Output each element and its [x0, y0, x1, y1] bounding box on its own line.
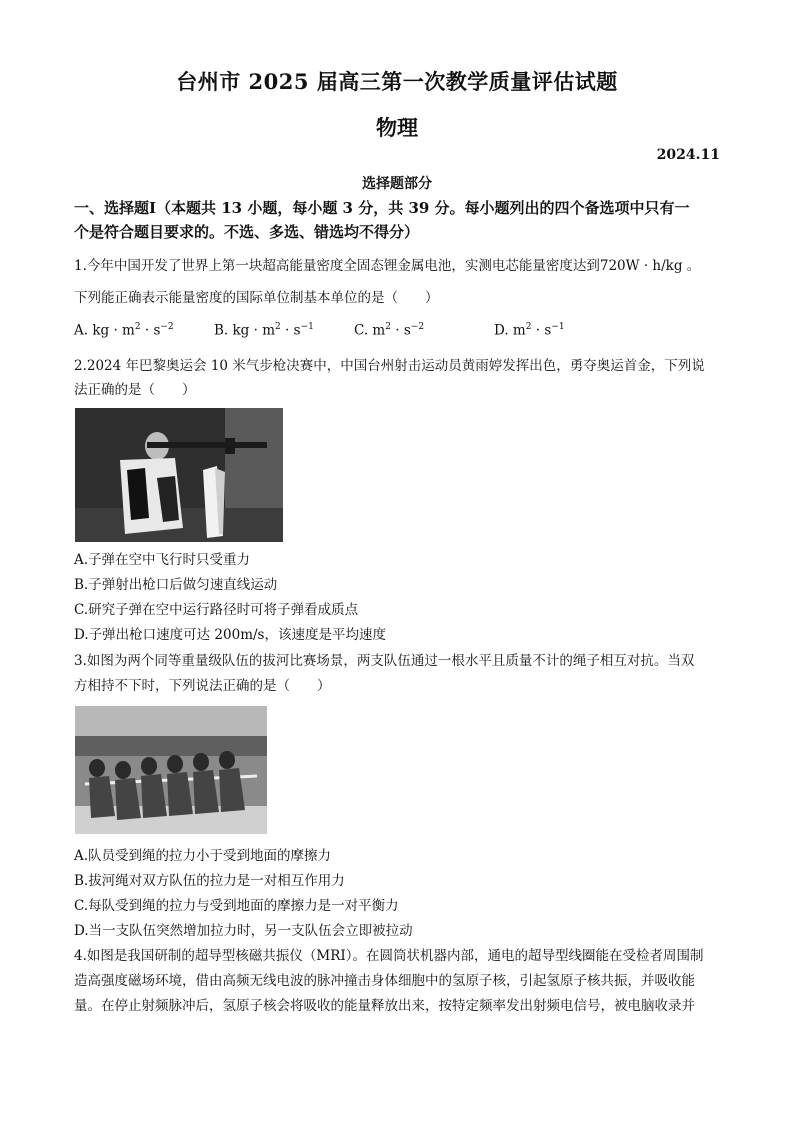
q1-options — [74, 322, 714, 344]
subject-title: 物理 — [376, 115, 418, 140]
q1-option-b: B. kg · $m^2 \cdot s^{-1}$ — [214, 322, 314, 339]
q2-stem-line2: 法正确的是（ ） — [74, 382, 196, 398]
q1-option-d: D. $m^2 \cdot s^{-1}$ — [494, 322, 565, 339]
q3-stem-line1: 3.如图为两个同等重量级队伍的拔河比赛场景，两支队伍通过一根水平且质量不计的绳子相互对抗。当双 — [74, 653, 695, 669]
q1-stem-line2: 下列能正确表示能量密度的国际单位制基本单位的是（ ） — [74, 290, 439, 306]
q1-option-c: C. $m^2 \cdot s^{-2}$ — [354, 322, 425, 339]
q2-option-a: A.子弹在空中飞行时只受重力 — [74, 552, 251, 568]
tug-of-war-illustration — [75, 706, 267, 834]
shooter-illustration — [75, 408, 283, 542]
q2-option-d: D.子弹出枪口速度可达 200m/s，该速度是平均速度 — [74, 627, 386, 643]
q1-stem-line1: 1.今年中国开发了世界上第一块超高能量密度全固态锂金属电池，实测电芯能量密度达到720W · h/kg 。 — [74, 258, 701, 274]
part-heading: 选择题部分 — [362, 176, 432, 192]
tug-of-war-photo — [75, 706, 267, 834]
q2-stem-line1: 2.2024 年巴黎奥运会 10 米气步枪决赛中，中国台州射击运动员黄雨婷发挥出色，勇夺奥运首金，下列说 — [74, 358, 705, 374]
q3-option-b: B.拔河绳对双方队伍的拉力是一对相互作用力 — [74, 873, 345, 889]
q3-option-c: C.每队受到绳的拉力与受到地面的摩擦力是一对平衡力 — [74, 898, 399, 914]
exam-title: 台州市 2025 届高三第一次教学质量评估试题 — [176, 69, 618, 94]
q4-text-line2: 造高强度磁场环境，借由高频无线电波的脉冲撞击身体细胞中的氢原子核，引起氢原子核共振，并吸收能 — [74, 973, 695, 989]
q4-text-line3: 量。在停止射频脉冲后，氢原子核会将吸收的能量释放出来，按特定频率发出射频电信号，被电脑收录并 — [74, 998, 695, 1014]
shooter-photo — [75, 408, 283, 542]
q3-option-d: D.当一支队伍突然增加拉力时，另一支队伍会立即被拉动 — [74, 923, 413, 939]
section-heading-line1: 一、选择题Ⅰ（本题共 13 小题，每小题 3 分，共 39 分。每小题列出的四个备选项中只有一 — [74, 199, 690, 217]
q4-text-line1: 4.如图是我国研制的超导型核磁共振仪（MRI）。在圆筒状机器内部，通电的超导型线圈能在受检者周围制 — [74, 948, 704, 964]
exam-date: 2024.11 — [656, 147, 720, 163]
section-heading-line2: 个是符合题目要求的。不选、多选、错选均不得分） — [74, 223, 420, 241]
q2-option-b: B.子弹射出枪口后做匀速直线运动 — [74, 577, 278, 593]
q2-option-c: C.研究子弹在空中运行路径时可将子弹看成质点 — [74, 602, 359, 618]
q3-stem-line2: 方相持不下时，下列说法正确的是（ ） — [74, 678, 331, 694]
q1-option-a: A. kg · $m^2 \cdot s^{-2}$ — [74, 322, 174, 339]
q3-option-a: A.队员受到绳的拉力小于受到地面的摩擦力 — [74, 848, 332, 864]
